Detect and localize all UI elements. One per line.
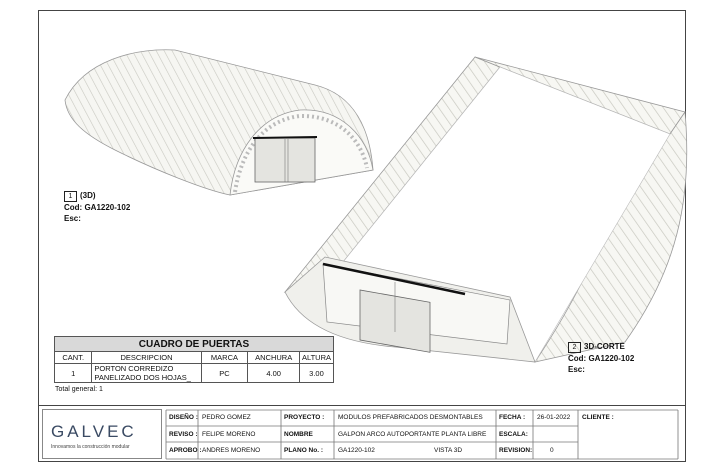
- fecha-label: FECHA :: [499, 414, 526, 421]
- view2-esc-label: Esc:: [568, 365, 585, 374]
- view1-title: (3D): [80, 191, 96, 200]
- fecha-value: 26-01-2022: [537, 414, 571, 421]
- col-header-cant: CANT.: [55, 352, 92, 364]
- cell-descripcion: [92, 364, 201, 383]
- reviso-label: REVISO :: [169, 431, 198, 438]
- view1-cod-label: Cod:: [64, 203, 83, 212]
- view1-label: [64, 190, 130, 224]
- cell-marca: PC: [201, 364, 248, 383]
- logo-text: GALVEC: [51, 422, 137, 441]
- proyecto-value: MODULOS PREFABRICADOS DESMONTABLES: [338, 414, 483, 421]
- door-schedule-total: Total general: 1: [55, 386, 103, 393]
- table-row: [55, 364, 334, 383]
- view2-title: 3D-CORTE: [584, 342, 625, 351]
- diseno-label: DISEÑO :: [169, 414, 198, 421]
- escala-label: ESCALA:: [499, 431, 528, 438]
- col-header-altura: ALTURA: [299, 352, 333, 364]
- revision-value: 0: [550, 447, 554, 454]
- cliente-label: CLIENTE :: [582, 414, 614, 421]
- view1-cod-value: GA1220-102: [84, 203, 131, 212]
- diseno-value: PEDRO GOMEZ: [202, 414, 251, 421]
- door-schedule-table: [54, 336, 334, 383]
- desc-line-2: PANELIZADO DOS HOJAS_: [94, 373, 191, 382]
- view2-cod-value: GA1220-102: [588, 354, 635, 363]
- vista-value: VISTA 3D: [434, 447, 463, 454]
- proyecto-label: PROYECTO :: [284, 414, 325, 421]
- plano-label: PLANO No. :: [284, 447, 323, 454]
- col-header-anchura: ANCHURA: [248, 352, 300, 364]
- revision-label: REVISION:: [499, 447, 533, 454]
- reviso-value: FELIPE MORENO: [202, 431, 256, 438]
- title-block: [38, 405, 686, 462]
- door-schedule-title: CUADRO DE PUERTAS: [55, 337, 334, 352]
- view2-cod-label: Cod:: [568, 354, 587, 363]
- aprobo-label: APROBO :: [169, 447, 202, 454]
- cell-cant: 1: [55, 364, 92, 383]
- plano-value: GA1220-102: [338, 447, 375, 454]
- desc-line-1: PORTON CORREDIZO: [94, 364, 174, 373]
- col-header-marca: MARCA: [201, 352, 248, 364]
- logo-tagline: Innovamos la construcción modular: [51, 444, 130, 450]
- view2-number: 2: [568, 342, 581, 353]
- view1-esc-label: Esc:: [64, 214, 81, 223]
- cell-anchura: 4.00: [248, 364, 300, 383]
- view-3d-corte-illustration: [275, 42, 695, 372]
- view2-label: [568, 341, 634, 375]
- cell-altura: 3.00: [299, 364, 333, 383]
- col-header-descripcion: DESCRIPCION: [92, 352, 201, 364]
- aprobo-value: ANDRES MORENO: [202, 447, 261, 454]
- nombre-label: NOMBRE: [284, 431, 313, 438]
- view1-number: 1: [64, 191, 77, 202]
- nombre-value: GALPON ARCO AUTOPORTANTE PLANTA LIBRE: [338, 431, 487, 438]
